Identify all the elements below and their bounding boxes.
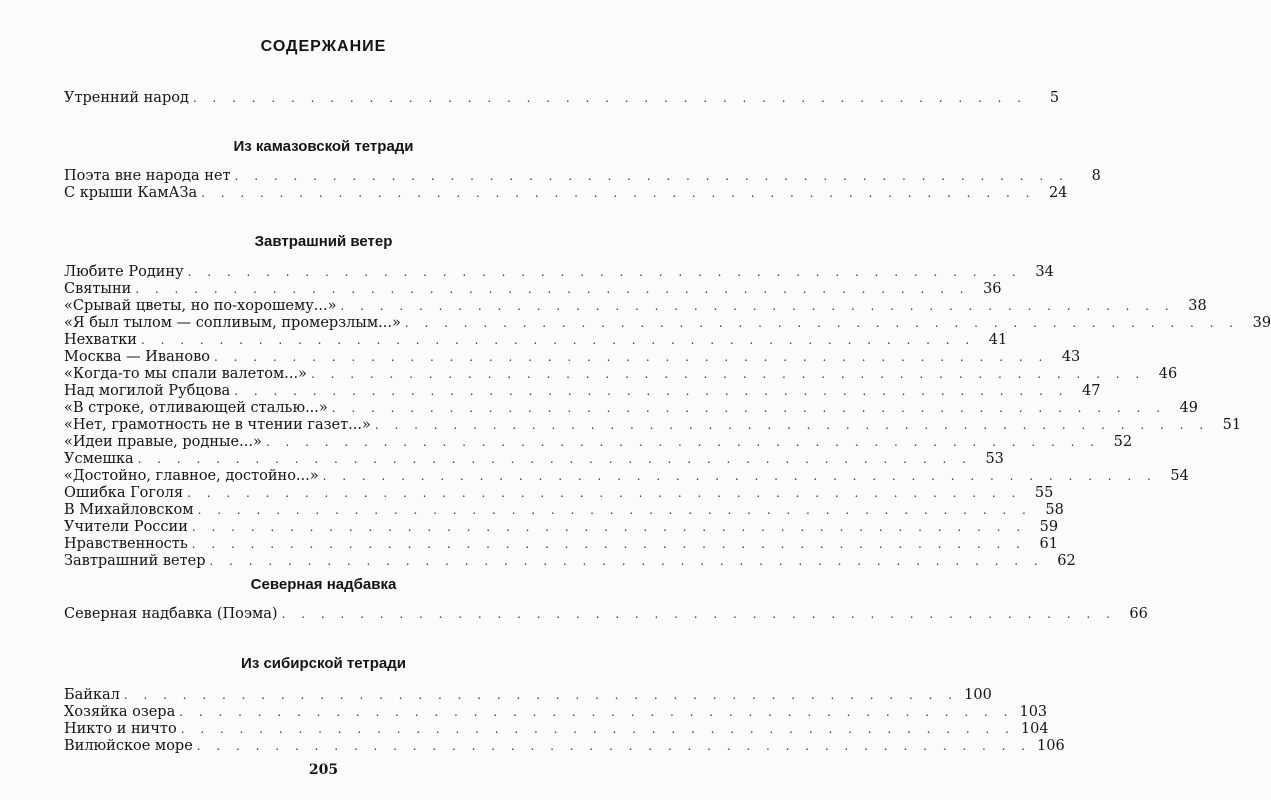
leader-dots: . . . . . . . . . . . . . . . . . . . . . . . . . . . . . . . . . . . . . . . . . . . <box>331 401 1166 415</box>
entry-page: 59 <box>1039 519 1059 535</box>
toc-entry <box>64 90 1060 107</box>
leader-dots: . . . . . . . . . . . . . . . . . . . . . . . . . . . . . . . . . . . . . . . . . . . <box>234 384 1069 398</box>
toc-entry <box>64 298 1207 315</box>
entry-title: С крыши КамАЗа <box>64 185 198 201</box>
toc-intro <box>64 90 1060 107</box>
entry-page: 55 <box>1034 485 1054 501</box>
leader-dots: . . . . . . . . . . . . . . . . . . . . . . . . . . . . . . . . . . . . . . . . . . . <box>340 299 1175 313</box>
toc-entry <box>64 606 1148 623</box>
leader-dots: . . . . . . . . . . . . . . . . . . . . . . . . . . . . . . . . . . . . . . . . . . . <box>265 435 1101 449</box>
entry-title: Поэта вне народа нет <box>64 168 231 184</box>
leader-dots: . . . . . . . . . . . . . . . . . . . . . . . . . . . . . . . . . . . . . . . . . . . <box>179 705 1014 719</box>
entry-title: Хозяйка озера <box>64 704 176 720</box>
leader-dots: . . . . . . . . . . . . . . . . . . . . . . . . . . . . . . . . . . . . . . . . . . . <box>180 722 1015 736</box>
entry-page: 104 <box>1020 721 1049 737</box>
toc-entry <box>64 553 1076 570</box>
toc-entry <box>64 349 1081 366</box>
entry-title: Нравственность <box>64 536 188 552</box>
leader-dots: . . . . . . . . . . . . . . . . . . . . . . . . . . . . . . . . . . . . . . . . . . . <box>310 367 1146 381</box>
toc-section-list <box>64 606 1148 623</box>
toc-entry <box>64 332 1008 349</box>
entry-title: В Михайловском <box>64 502 194 518</box>
leader-dots: . . . . . . . . . . . . . . . . . . . . . . . . . . . . . . . . . . . . . . . . . . . <box>281 607 1116 621</box>
leader-dots: . . . . . . . . . . . . . . . . . . . . . . . . . . . . . . . . . . . . . . . . . . . <box>187 486 1022 500</box>
entry-page: 47 <box>1081 383 1101 399</box>
leader-dots: . . . . . . . . . . . . . . . . . . . . . . . . . . . . . . . . . . . . . . . . . . . <box>209 554 1044 568</box>
toc-entry <box>64 168 1101 185</box>
page-title: СОДЕРЖАНИЕ <box>260 38 387 55</box>
entry-page: 39 <box>1252 315 1271 331</box>
entry-page: 51 <box>1222 417 1242 433</box>
entry-title: Москва — Иваново <box>64 349 211 365</box>
toc-entry <box>64 417 1242 434</box>
entry-page: 61 <box>1039 536 1058 552</box>
toc-entry <box>64 687 992 704</box>
page-number: 205 <box>308 762 339 778</box>
entry-page: 24 <box>1048 185 1068 201</box>
entry-page: 103 <box>1019 704 1048 720</box>
entry-title: Вилюйское море <box>64 738 193 754</box>
entry-title: Байкал <box>64 687 120 703</box>
leader-dots: . . . . . . . . . . . . . . . . . . . . . . . . . . . . . . . . . . . . . . . . . . . <box>192 91 1028 105</box>
toc-section-list <box>64 168 1101 202</box>
section-heading: Из сибирской тетради <box>241 655 406 672</box>
leader-dots: . . . . . . . . . . . . . . . . . . . . . . . . . . . . . . . . . . . . . . . . . . . <box>137 452 972 466</box>
entry-page: 53 <box>985 451 1004 467</box>
toc-entry <box>64 451 1004 468</box>
toc-section-list <box>64 264 1271 570</box>
entry-title: Любите Родину <box>64 264 184 280</box>
section-heading: Завтрашний ветер <box>254 233 393 250</box>
entry-title: Святыни <box>64 281 132 297</box>
entry-title: Северная надбавка (Поэма) <box>64 606 278 622</box>
entry-page: 43 <box>1061 349 1081 365</box>
leader-dots: . . . . . . . . . . . . . . . . . . . . . . . . . . . . . . . . . . . . . . . . . . . <box>214 350 1049 364</box>
leader-dots: . . . . . . . . . . . . . . . . . . . . . . . . . . . . . . . . . . . . . . . . . . . <box>191 537 1026 551</box>
toc-entry <box>64 704 1048 721</box>
leader-dots: . . . . . . . . . . . . . . . . . . . . . . . . . . . . . . . . . . . . . . . . . . . <box>404 316 1240 330</box>
toc-entry <box>64 264 1054 281</box>
leader-dots: . . . . . . . . . . . . . . . . . . . . . . . . . . . . . . . . . . . . . . . . . . . <box>187 265 1022 279</box>
entry-title: Никто и ничто <box>64 721 177 737</box>
entry-title: «Когда-то мы спали валетом...» <box>64 366 307 382</box>
entry-title: Усмешка <box>64 451 134 467</box>
entry-title: Ошибка Гоголя <box>64 485 184 501</box>
toc-entry <box>64 185 1068 202</box>
toc-entry <box>64 738 1065 755</box>
leader-dots: . . . . . . . . . . . . . . . . . . . . . . . . . . . . . . . . . . . . . . . . . . . <box>123 688 959 702</box>
entry-page: 46 <box>1158 366 1178 382</box>
section-heading: Северная надбавка <box>250 576 397 593</box>
entry-title: «Идеи правые, родные...» <box>64 434 262 450</box>
toc-section-list <box>64 687 1065 755</box>
entry-page: 62 <box>1057 553 1076 569</box>
toc-entry <box>64 519 1059 536</box>
entry-page: 52 <box>1113 434 1133 450</box>
entry-title: Над могилой Рубцова <box>64 383 231 399</box>
entry-page: 34 <box>1035 264 1054 280</box>
toc-entry <box>64 400 1198 417</box>
leader-dots: . . . . . . . . . . . . . . . . . . . . . . . . . . . . . . . . . . . . . . . . . . . <box>234 169 1069 183</box>
toc-entry <box>64 315 1271 332</box>
entry-title: «Нет, грамотность не в чтении газет...» <box>64 417 371 433</box>
leader-dots: . . . . . . . . . . . . . . . . . . . . . . . . . . . . . . . . . . . . . . . . . . . <box>196 739 1032 753</box>
toc-entry <box>64 536 1058 553</box>
leader-dots: . . . . . . . . . . . . . . . . . . . . . . . . . . . . . . . . . . . . . . . . . . . <box>201 186 1036 200</box>
toc-entry <box>64 502 1064 519</box>
entry-page: 49 <box>1179 400 1198 416</box>
leader-dots: . . . . . . . . . . . . . . . . . . . . . . . . . . . . . . . . . . . . . . . . . . . <box>322 469 1157 483</box>
leader-dots: . . . . . . . . . . . . . . . . . . . . . . . . . . . . . . . . . . . . . . . . . . . <box>140 333 976 347</box>
entry-page: 8 <box>1091 168 1101 184</box>
toc-entry <box>64 485 1054 502</box>
entry-page: 38 <box>1188 298 1207 314</box>
toc-entry <box>64 281 1002 298</box>
entry-page: 100 <box>964 687 992 703</box>
entry-title: «Я был тылом — сопливым, промерзлым...» <box>64 315 401 331</box>
entry-title: Учители России <box>64 519 188 535</box>
entry-title: Завтрашний ветер <box>64 553 206 569</box>
entry-page: 54 <box>1170 468 1189 484</box>
entry-page: 5 <box>1049 90 1060 106</box>
entry-page: 106 <box>1037 738 1065 754</box>
entry-title: «Срывай цветы, но по-хорошему...» <box>64 298 337 314</box>
toc-entry <box>64 366 1178 383</box>
entry-title: Нехватки <box>64 332 137 348</box>
entry-page: 41 <box>988 332 1008 348</box>
section-heading: Из камазовской тетради <box>233 138 414 155</box>
leader-dots: . . . . . . . . . . . . . . . . . . . . . . . . . . . . . . . . . . . . . . . . . . . <box>135 282 970 296</box>
toc-entry <box>64 383 1101 400</box>
toc-entry <box>64 721 1049 738</box>
leader-dots: . . . . . . . . . . . . . . . . . . . . . . . . . . . . . . . . . . . . . . . . . . . <box>197 503 1032 517</box>
entry-page: 58 <box>1045 502 1064 518</box>
leader-dots: . . . . . . . . . . . . . . . . . . . . . . . . . . . . . . . . . . . . . . . . . . . <box>374 418 1210 432</box>
entry-page: 36 <box>983 281 1002 297</box>
entry-page: 66 <box>1129 606 1148 622</box>
entry-title: Утренний народ <box>64 90 189 106</box>
entry-title: «В строке, отливающей сталью...» <box>64 400 328 416</box>
entry-title: «Достойно, главное, достойно...» <box>64 468 319 484</box>
toc-entry <box>64 468 1189 485</box>
leader-dots: . . . . . . . . . . . . . . . . . . . . . . . . . . . . . . . . . . . . . . . . . . . <box>191 520 1027 534</box>
toc-entry <box>64 434 1133 451</box>
